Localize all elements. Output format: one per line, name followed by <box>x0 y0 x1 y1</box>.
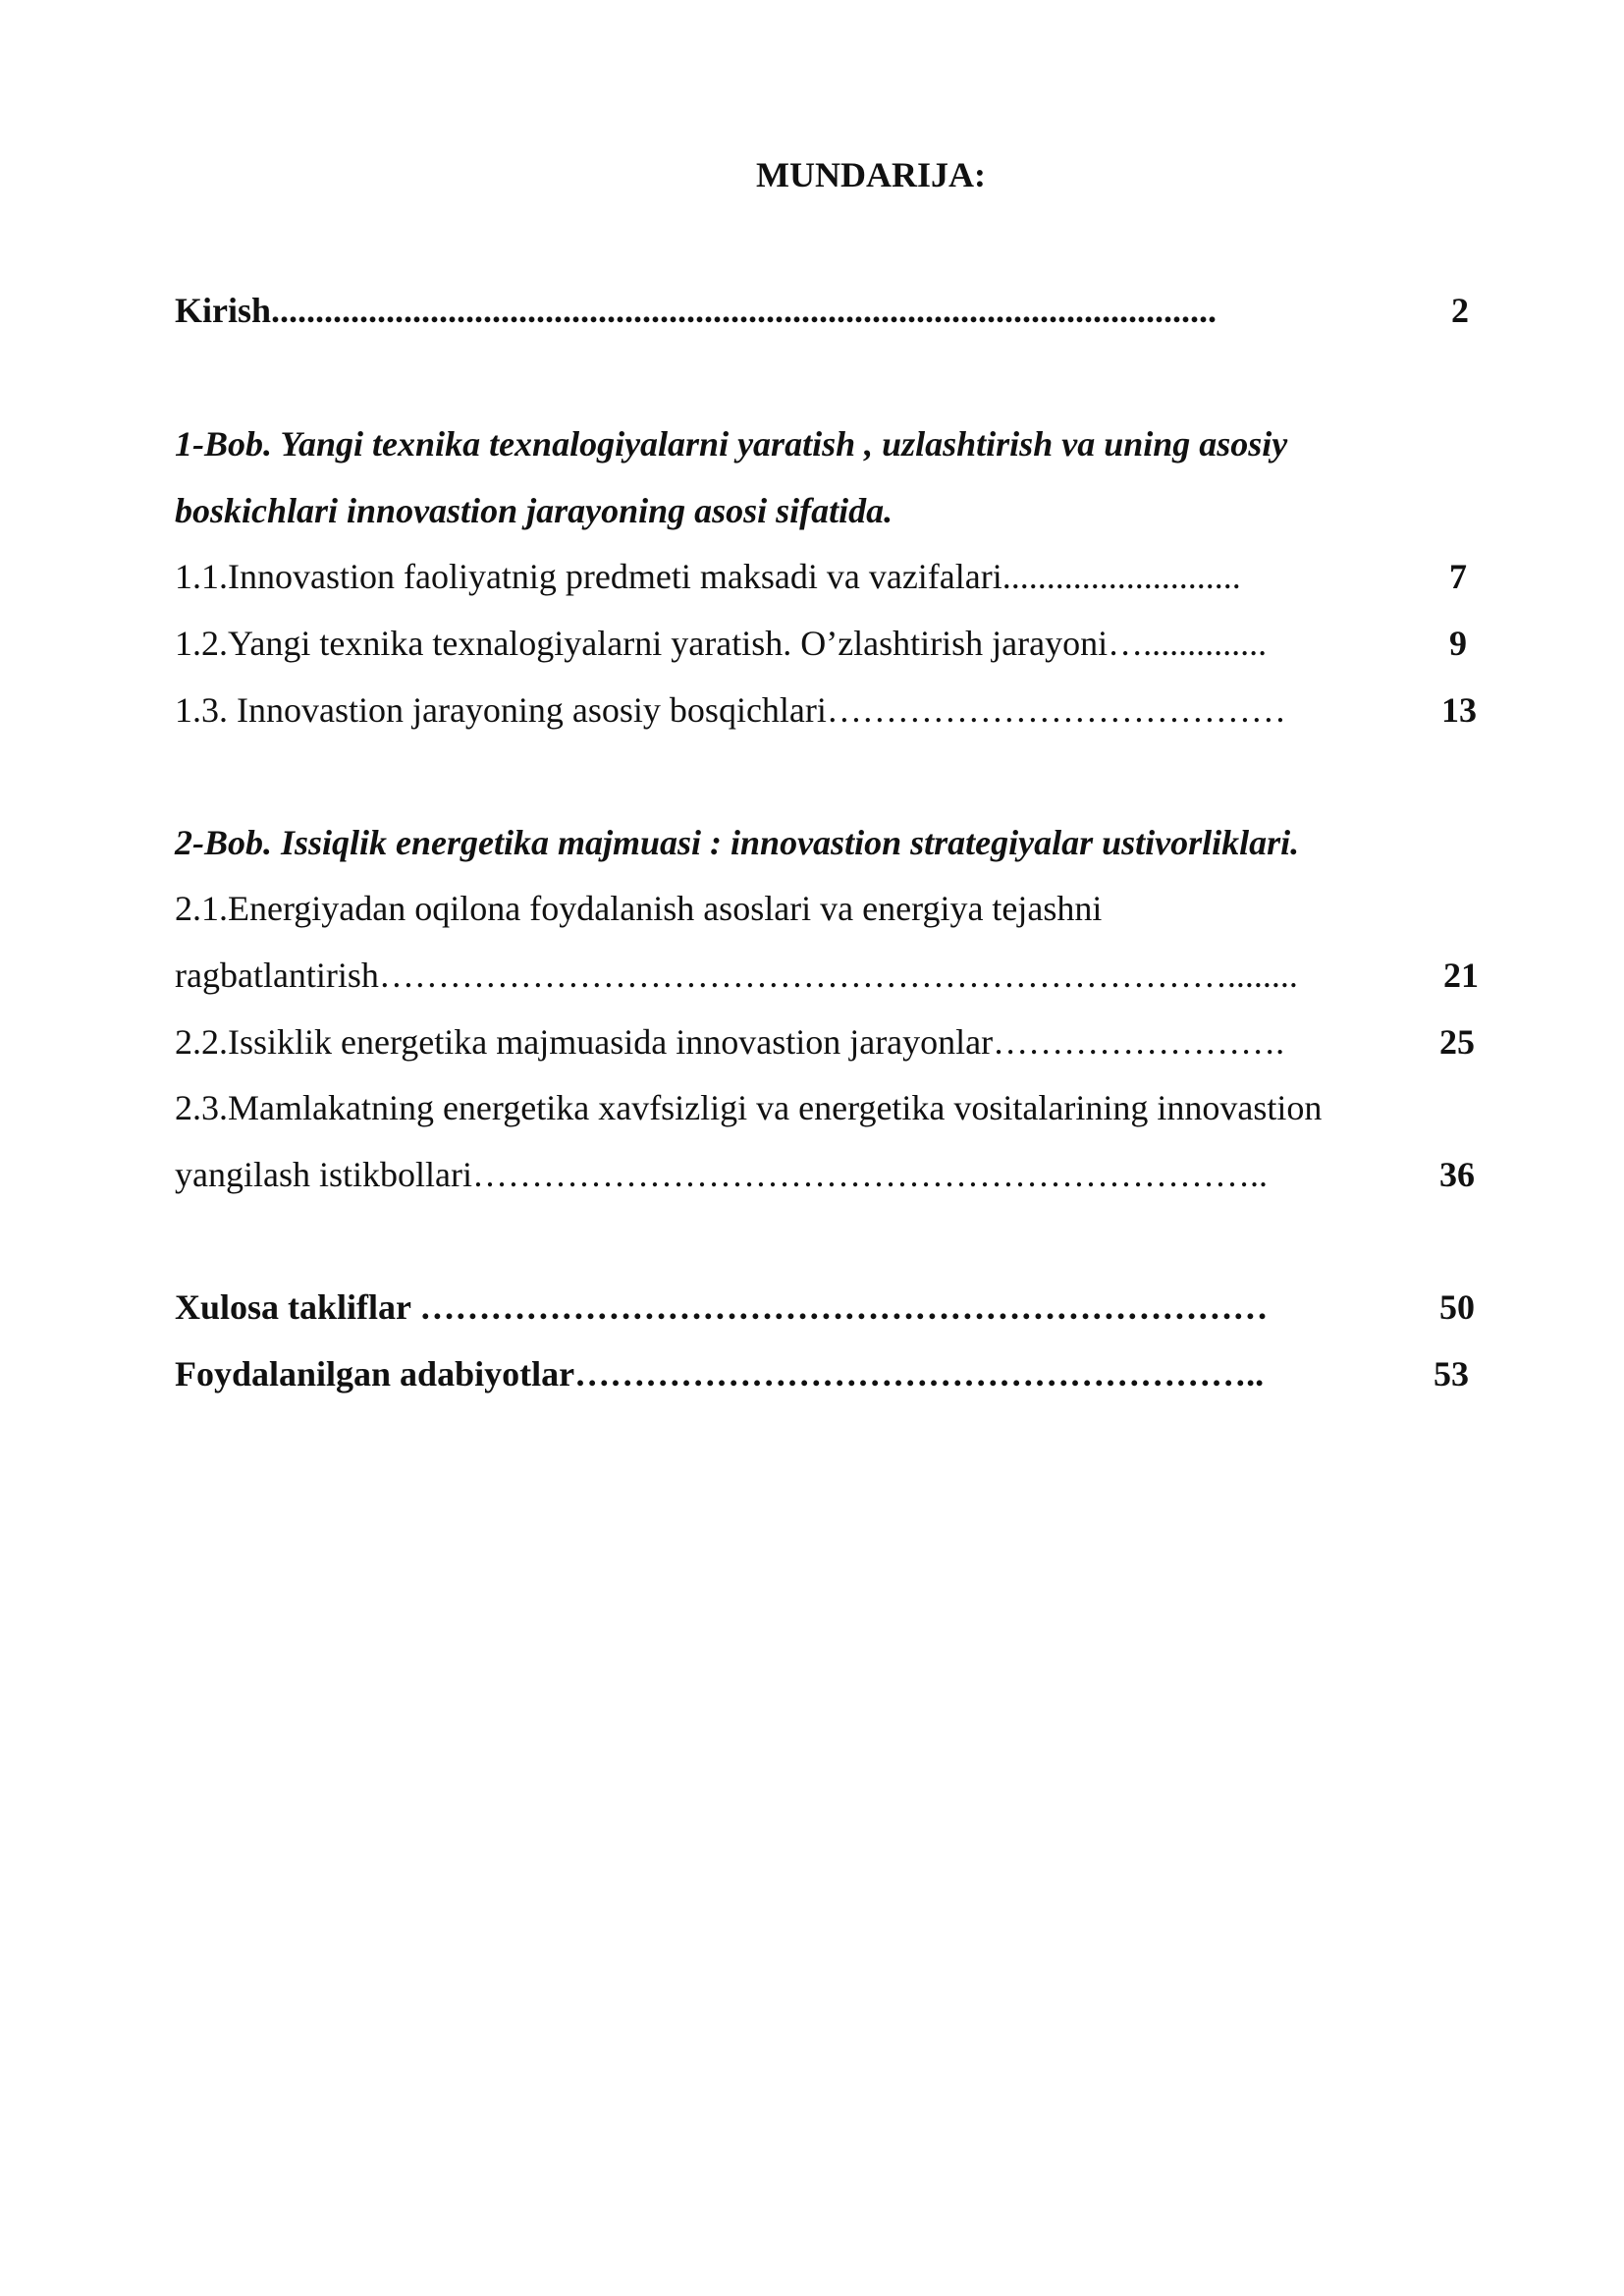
toc-item-2-1-label-line1: 2.1.Energiyadan oqilona foydalanish asoslari va energiya tejashni <box>175 889 1103 928</box>
toc-item-1-2-label: 1.2.Yangi texnika texnalogiyalarni yaratish. O’zlashtirish jarayoni….............. <box>175 624 1268 663</box>
toc-references-label: Foydalanilgan adabiyotlar………………………………………………….. <box>175 1354 1265 1394</box>
toc-item-2-1-page: 21 <box>1443 956 1479 995</box>
toc-item-2-3-page: 36 <box>1439 1155 1475 1194</box>
toc-item-1-1-label: 1.1.Innovastion faoliyatnig predmeti maksadi va vazifalari........................... <box>175 557 1241 596</box>
toc-item-1-2-page: 9 <box>1449 624 1467 663</box>
page-title: MUNDARIJA: <box>756 155 986 194</box>
toc-intro-label: Kirish........................................................................................................... <box>175 291 1218 330</box>
toc-intro-page: 2 <box>1451 291 1469 330</box>
chapter1-heading-line1: 1-Bob. Yangi texnika texnalogiyalarni yaratish , uzlashtirish va uning asosiy <box>175 424 1288 464</box>
toc-item-1-3-label: 1.3. Innovastion jarayoning asosiy bosqichlari………………………………… <box>175 690 1286 730</box>
chapter1-heading-line2: boskichlari innovastion jarayoning asosi sifatida. <box>175 491 893 530</box>
chapter2-heading: 2-Bob. Issiqlik energetika majmuasi : innovastion strategiyalar ustivorliklari. <box>175 823 1300 862</box>
toc-references-page: 53 <box>1434 1354 1469 1394</box>
toc-item-2-3-label-line2: yangilash istikbollari………………………………………………………….. <box>175 1155 1268 1194</box>
toc-item-2-3-label-line1: 2.3.Mamlakatning energetika xavfsizligi va energetika vositalarining innovastion <box>175 1088 1323 1127</box>
toc-item-2-2-label: 2.2.Issiklik energetika majmuasida innovastion jarayonlar……………………. <box>175 1022 1285 1062</box>
toc-conclusion-page: 50 <box>1439 1287 1475 1327</box>
toc-item-1-3-page: 13 <box>1441 690 1477 730</box>
toc-item-2-1-label-line2: ragbatlantirish………………………………………………………………........ <box>175 956 1298 995</box>
toc-conclusion-label: Xulosa takliflar ……………………………………………………………… <box>175 1287 1269 1327</box>
toc-item-2-2-page: 25 <box>1439 1022 1475 1062</box>
toc-item-1-1-page: 7 <box>1449 557 1467 596</box>
